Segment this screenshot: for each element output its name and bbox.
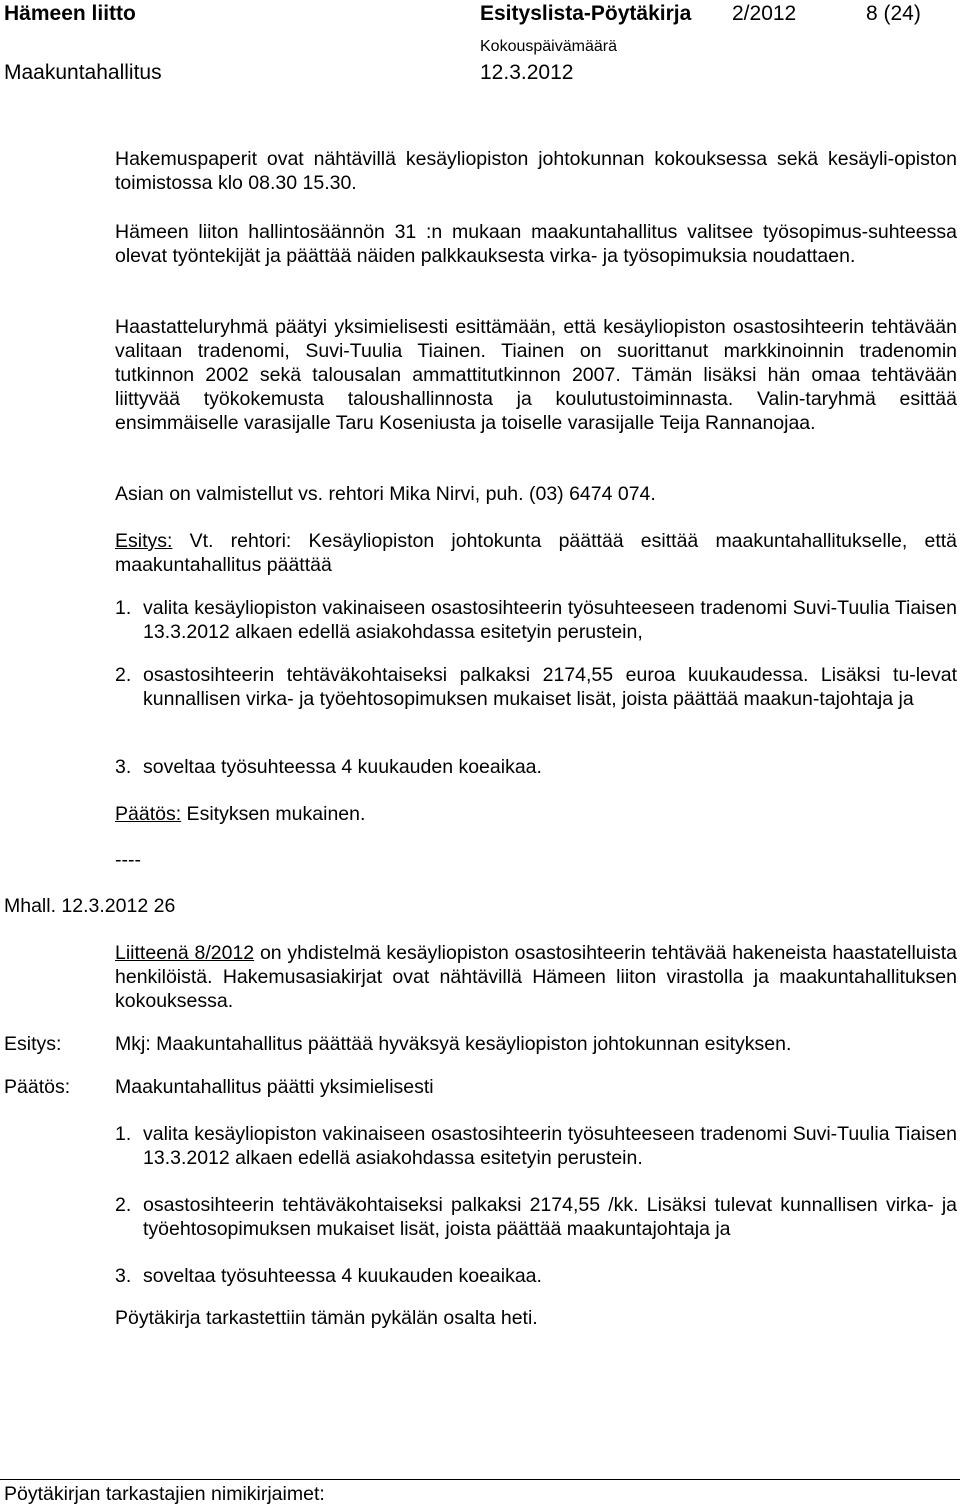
list-item-text: valita kesäyliopiston vakinaiseen osastosihteerin työsuhteeseen tradenomi Suvi-Tuulia Tiaisen 13.3.2012 alkaen edellä asiakohdassa esitetyin perustein. (143, 1123, 957, 1169)
list-item (115, 663, 957, 711)
list-item (115, 1193, 957, 1241)
document-header (0, 0, 960, 95)
proposal-label: Esitys: (115, 530, 173, 552)
list-item-text: osastosihteerin tehtäväkohtaiseksi palkaksi 2174,55 euroa kuukaudessa. Lisäksi tu-levat kunnallisen virka- ja työehtosopimuksen mukaiset lisät, joista päättää maakun-tajohtaja ja (143, 664, 957, 710)
governing-body: Maakuntahallitus (4, 61, 162, 84)
organization-name: Hämeen liitto (4, 2, 136, 25)
section-reference: Mhall. 12.3.2012 26 (4, 895, 176, 917)
list-item-number: 1. (115, 597, 132, 619)
list-item (115, 596, 957, 644)
decision-text: Esityksen mukainen. (181, 803, 366, 825)
list-item-text: osastosihteerin tehtäväkohtaiseksi palkaksi 2174,55 /kk. Lisäksi tulevat kunnallisen virka- ja työehtosopimuksen mukaiset lisät, joista päättää maakuntajohtaja ja (143, 1194, 957, 1240)
paragraph-application-papers: Hakemuspaperit ovat nähtävillä kesäyliopiston johtokunnan kokouksessa sekä kesäyli-opiston toimistossa klo 08.30 15.30. (115, 148, 957, 194)
decision-label: Päätös: (115, 803, 182, 825)
attachment-paragraph (115, 941, 957, 1013)
list-item-text: valita kesäyliopiston vakinaiseen osastosihteerin työsuhteeseen tradenomi Suvi-Tuulia Tiaisen 13.3.2012 alkaen edellä asiakohdassa esitetyin perustein, (143, 597, 957, 643)
paragraph-prepared-by: Asian on valmistellut vs. rehtori Mika Nirvi, puh. (03) 6474 074. (115, 483, 656, 505)
paragraph-interview-group: Haastatteluryhmä päätyi yksimielisesti esittämään, että kesäyliopiston osastosihteerin tehtävään valitaan tradenomi, Suvi-Tuulia Tiainen. Tiainen on suorittanut markkinoinnin tradenomin tutkinnon 2002 sekä talousalan ammattitutkinnon 2007. Tämän lisäksi hän omaa tehtävään liittyvää työkokemusta taloushallinnosta ja koulutustoiminnasta. Valin-taryhmä esittää ensimmäiselle varasijalle Taru Koseniusta ja toiselle varasijalle Teija Rannanojaa. (115, 316, 957, 434)
document-number: 2/2012 (732, 2, 797, 25)
closing-note: Pöytäkirja tarkastettiin tämän pykälän osalta heti. (115, 1307, 538, 1329)
list-item-number: 1. (115, 1123, 132, 1145)
attachment-label: Liitteenä 8/2012 (115, 942, 255, 964)
proposal-text: Vt. rehtori: Kesäyliopiston johtokunta päättää esittää maakuntahallitukselle, että maakuntahallitus päättää (115, 530, 957, 576)
decision-intro-text: Maakuntahallitus päätti yksimielisesti (115, 1076, 434, 1098)
paragraph-administrative-rule: Hämeen liiton hallintosäännön 31 :n mukaan maakuntahallitus valitsee työsopimus-suhteessa olevat työntekijät ja päättää näiden palkkauksesta virka- ja työsopimuksia noudattaen. (115, 221, 957, 267)
footer-divider (0, 1479, 960, 1480)
list-item (115, 755, 957, 779)
list-item-text: soveltaa työsuhteessa 4 kuukauden koeaikaa. (143, 1265, 542, 1287)
list-item-number: 2. (115, 664, 132, 686)
meeting-date-label: Kokouspäivämäärä (480, 38, 617, 55)
decision-side-label: Päätös: (4, 1076, 71, 1098)
decision-paragraph (115, 802, 957, 826)
proposal-side-label: Esitys: (4, 1033, 62, 1055)
list-item (115, 1122, 957, 1170)
list-item (115, 1264, 957, 1288)
document-title: Esityslista-Pöytäkirja (480, 2, 692, 25)
list-item-text: soveltaa työsuhteessa 4 kuukauden koeaikaa. (143, 756, 542, 778)
list-item-number: 3. (115, 1265, 132, 1287)
proposal-mkj-text: Mkj: Maakuntahallitus päättää hyväksyä kesäyliopiston johtokunnan esityksen. (115, 1033, 792, 1055)
separator-dashes: ---- (115, 849, 141, 871)
page-number: 8 (24) (866, 2, 921, 25)
attachment-text: on yhdistelmä kesäyliopiston osastosihteerin tehtävää hakeneista haastatelluista henkilöistä. Hakemusasiakirjat ovat nähtävillä Hämeen liiton virastolla ja maakuntahallituksen kokouksessa. (115, 942, 957, 1012)
meeting-date: 12.3.2012 (480, 61, 574, 84)
signatures-label: Pöytäkirjan tarkastajien nimikirjaimet: (4, 1483, 325, 1505)
list-item-number: 2. (115, 1194, 132, 1216)
proposal-paragraph (115, 529, 957, 577)
list-item-number: 3. (115, 756, 132, 778)
